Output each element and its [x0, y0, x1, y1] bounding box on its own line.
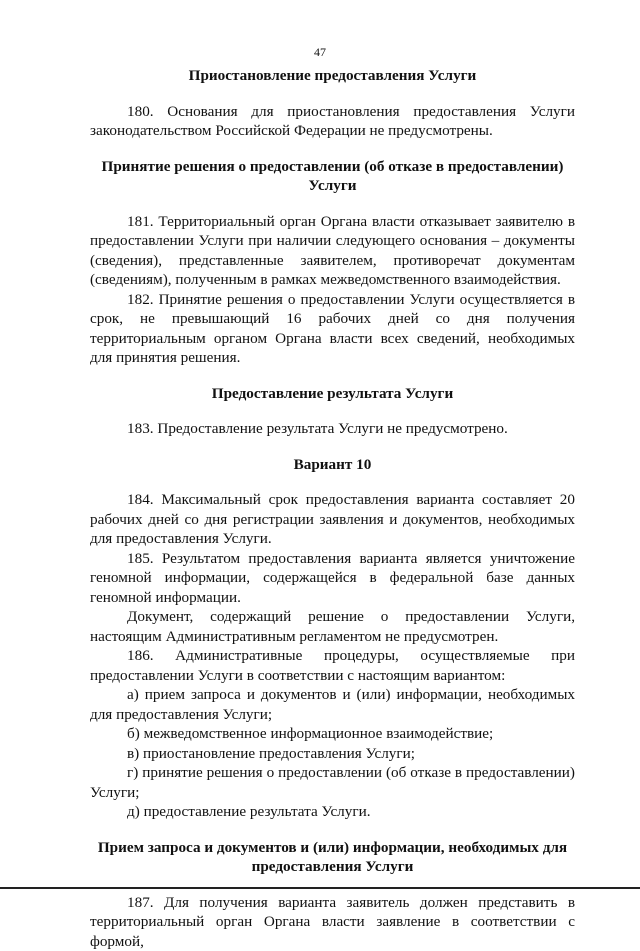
document-body	[90, 66, 575, 951]
section-heading-request-intake: Прием запроса и документов и (или) информации, необходимых для предоставления Услуги	[90, 838, 575, 877]
section-heading-variant-10: Вариант 10	[90, 455, 575, 475]
page-number: 47	[0, 45, 640, 60]
paragraph-180: 180. Основания для приостановления предоставления Услуги законодательством Российской Федерации не предусмотрены.	[90, 102, 575, 141]
paragraph-186-d: г) принятие решения о предоставлении (об отказе в предоставлении) Услуги;	[90, 763, 575, 802]
section-heading-decision: Принятие решения о предоставлении (об отказе в предоставлении) Услуги	[90, 157, 575, 196]
paragraph-186-a: а) прием запроса и документов и (или) информации, необходимых для предоставления Услуги;	[90, 685, 575, 724]
paragraph-183: 183. Предоставление результата Услуги не предусмотрено.	[90, 419, 575, 439]
paragraph-186-e: д) предоставление результата Услуги.	[90, 802, 575, 822]
paragraph-186-c: в) приостановление предоставления Услуги;	[90, 744, 575, 764]
paragraph-186: 186. Административные процедуры, осуществляемые при предоставлении Услуги в соответствии с настоящим вариантом:	[90, 646, 575, 685]
paragraph-185-document: Документ, содержащий решение о предоставлении Услуги, настоящим Административным регламентом не предусмотрен.	[90, 607, 575, 646]
paragraph-185: 185. Результатом предоставления варианта является уничтожение геномной информации, содержащейся в федеральной базе данных геномной информации.	[90, 549, 575, 608]
paragraph-181: 181. Территориальный орган Органа власти отказывает заявителю в предоставлении Услуги при наличии следующего основания – документы (сведения), представленные заявителем, противоречат документам (сведениям), полученным в рамках межведомственного взаимодействия.	[90, 212, 575, 290]
paragraph-187: 187. Для получения варианта заявитель должен представить в территориальный орган Органа власти заявление в соответствии с формой,	[90, 893, 575, 951]
scan-bottom-edge	[0, 887, 640, 889]
section-heading-suspension: Приостановление предоставления Услуги	[90, 66, 575, 86]
section-heading-result: Предоставление результата Услуги	[90, 384, 575, 404]
paragraph-186-b: б) межведомственное информационное взаимодействие;	[90, 724, 575, 744]
paragraph-182: 182. Принятие решения о предоставлении Услуги осуществляется в срок, не превышающий 16 рабочих дней со дня получения территориальным органом Органа власти всех сведений, необходимых для принятия решения.	[90, 290, 575, 368]
paragraph-184: 184. Максимальный срок предоставления варианта составляет 20 рабочих дней со дня регистрации заявления и документов, необходимых для предоставления Услуги.	[90, 490, 575, 549]
